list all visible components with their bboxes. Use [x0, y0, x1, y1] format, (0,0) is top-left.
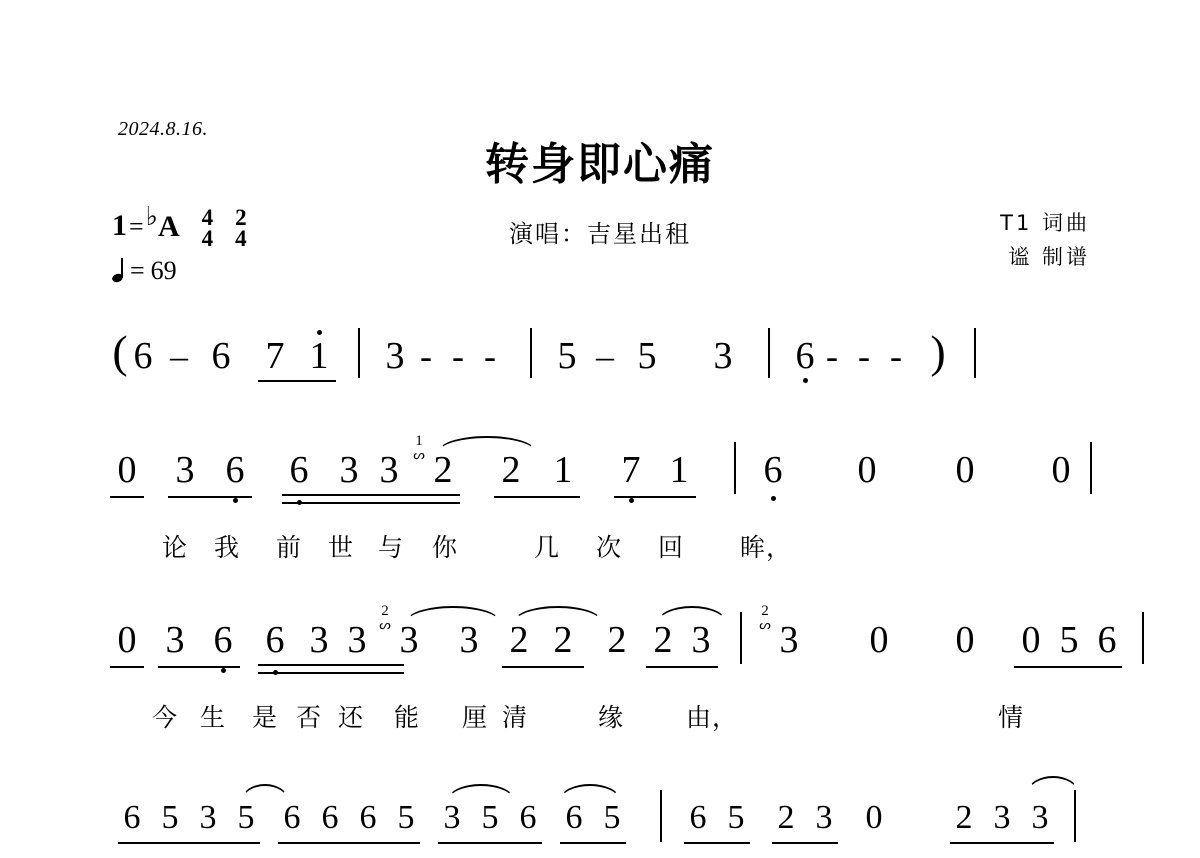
lyric-char: 生	[199, 703, 226, 732]
note: 0	[117, 449, 137, 491]
note: 3	[993, 799, 1011, 836]
note: 5	[603, 799, 621, 836]
note: 3	[443, 799, 461, 836]
beam	[614, 496, 696, 498]
credits	[1000, 206, 1090, 274]
barline	[734, 442, 736, 494]
beam	[110, 666, 144, 668]
octave-dot-low	[771, 496, 776, 501]
note: 3	[385, 335, 405, 377]
hold-dash: -	[420, 336, 432, 376]
hold-dash: -	[890, 336, 902, 376]
beam	[258, 672, 404, 674]
note: 2	[501, 449, 521, 491]
lyric-char: 能	[393, 703, 420, 732]
credit-composer: T1 词曲	[1000, 211, 1090, 235]
beam	[158, 666, 240, 668]
octave-dot-low	[233, 498, 238, 503]
lyric-char: 眸，	[740, 533, 793, 562]
lyric-char: 论	[161, 533, 188, 562]
note: 6	[359, 799, 377, 836]
flat-icon: ♭	[145, 202, 158, 231]
singer-label: 演唱：吉星出租	[509, 220, 691, 248]
note: 2	[553, 619, 573, 661]
octave-dot-low	[803, 378, 808, 383]
hold-dash: –	[596, 336, 614, 376]
notes-line1	[108, 433, 1092, 496]
note: 3	[459, 619, 479, 661]
grace-note-marker: 2 ᔕ	[379, 603, 391, 632]
note: 5	[237, 799, 255, 836]
note: 6	[225, 449, 245, 491]
note: 0	[117, 619, 137, 661]
lyric-char: 情	[997, 703, 1024, 732]
lyric-char: 与	[377, 533, 404, 562]
note: 1	[309, 335, 329, 377]
beam	[258, 380, 336, 382]
tempo-equals: =	[130, 256, 145, 285]
lyric-char: 几	[533, 533, 560, 562]
slur	[514, 606, 602, 622]
lyric-char: 缘	[597, 703, 624, 732]
barline	[530, 328, 532, 378]
beam	[110, 496, 144, 498]
note: 6	[283, 799, 301, 836]
quarter-note-icon	[112, 258, 126, 284]
triplet-marker: 2 ᔕ	[759, 603, 771, 632]
barline	[660, 790, 662, 842]
lyric-char: 今	[151, 703, 178, 732]
lyric-char: 回	[657, 533, 684, 562]
time-signature-2-denominator: 4	[235, 226, 247, 251]
note: 1	[553, 449, 573, 491]
close-paren: )	[930, 326, 946, 377]
beam	[502, 666, 584, 668]
system-line1	[0, 433, 1200, 562]
note: 6	[1097, 619, 1117, 661]
note: 6	[689, 799, 707, 836]
note: 7	[265, 335, 285, 377]
barline	[974, 328, 976, 378]
lyric-char: 厘	[461, 703, 488, 732]
beam	[494, 496, 580, 498]
note: 5	[637, 335, 657, 377]
slur	[560, 784, 620, 800]
beam	[772, 842, 838, 844]
lyric-char: 前	[275, 533, 302, 562]
note: 1	[669, 449, 689, 491]
page-title: 转身即心痛	[485, 139, 715, 190]
barline	[768, 328, 770, 378]
system-line3	[0, 788, 1200, 858]
lyric-char: 世	[327, 533, 354, 562]
barline	[358, 328, 360, 378]
notes-line2	[108, 603, 1117, 666]
note: 2	[955, 799, 973, 836]
barline	[1142, 612, 1144, 664]
note: 6	[795, 335, 815, 377]
notes-intro	[108, 326, 1092, 382]
beam	[278, 842, 420, 844]
time-signature-1-denominator: 4	[201, 226, 214, 251]
beam	[118, 842, 260, 844]
note: 5	[161, 799, 179, 836]
slur	[658, 606, 726, 622]
notes-line3	[108, 788, 1092, 844]
barline	[740, 612, 742, 664]
lyric-char: 还	[337, 703, 364, 732]
tempo-marking	[112, 256, 247, 286]
note: 3	[379, 449, 399, 491]
hold-dash: -	[826, 336, 838, 376]
grace-note-marker: 1 ᔕ	[413, 433, 425, 462]
lyric-char: 我	[213, 533, 240, 562]
note: 6	[265, 619, 285, 661]
tempo-value: 69	[150, 256, 177, 285]
note: 0	[857, 449, 877, 491]
note: 6	[763, 449, 783, 491]
note: 0	[955, 619, 975, 661]
note: 2	[607, 619, 627, 661]
note: 3	[779, 619, 799, 661]
beam	[258, 664, 404, 666]
hold-dash: -	[858, 336, 870, 376]
lyric-char: 是	[251, 703, 278, 732]
barline	[1074, 790, 1076, 842]
note: 2	[433, 449, 453, 491]
beam	[684, 842, 750, 844]
slur	[406, 606, 500, 622]
note: 3	[339, 449, 359, 491]
note: 0	[869, 619, 889, 661]
note: 5	[1059, 619, 1079, 661]
note: 7	[621, 449, 641, 491]
note: 3	[815, 799, 833, 836]
note: 5	[481, 799, 499, 836]
note: 3	[309, 619, 329, 661]
key-signature-block	[112, 202, 247, 286]
note: 6	[289, 449, 309, 491]
beam	[646, 666, 718, 668]
lyric-char: 清	[501, 703, 528, 732]
beam	[282, 494, 460, 496]
note: 5	[557, 335, 577, 377]
beam	[1014, 666, 1122, 668]
beam	[282, 502, 460, 504]
note: 3	[713, 335, 733, 377]
note: 0	[865, 799, 883, 836]
beam	[438, 842, 542, 844]
note: 2	[509, 619, 529, 661]
hold-dash: -	[484, 336, 496, 376]
note: 3	[1031, 799, 1049, 836]
date-label: 2024.8.16.	[118, 118, 208, 140]
hold-dash: -	[452, 336, 464, 376]
octave-dot-high	[317, 330, 322, 335]
lyric-char: 由，	[686, 703, 739, 732]
note: 5	[727, 799, 745, 836]
time-signature-1-numerator: 4	[201, 205, 214, 230]
note: 3	[199, 799, 217, 836]
do-symbol: 1	[112, 209, 127, 242]
note: 6	[133, 335, 153, 377]
barline	[1090, 442, 1092, 494]
lyric-char: 次	[595, 533, 622, 562]
open-paren: (	[112, 326, 128, 377]
time-signature-1	[202, 207, 214, 249]
octave-dot-low	[629, 498, 634, 503]
system-intro	[0, 326, 1200, 396]
slur	[448, 784, 514, 800]
system-line2	[0, 603, 1200, 732]
key-letter: A	[157, 210, 180, 243]
slur	[1028, 776, 1078, 792]
note: 2	[653, 619, 673, 661]
note: 6	[123, 799, 141, 836]
beam	[560, 842, 626, 844]
credit-arranger: 谧 制谱	[1008, 245, 1090, 269]
note: 3	[165, 619, 185, 661]
hold-dash: –	[170, 336, 188, 376]
note: 6	[211, 335, 231, 377]
note: 0	[955, 449, 975, 491]
beam	[950, 842, 1054, 844]
key-equals: =	[129, 212, 144, 241]
lyric-char: 你	[431, 533, 458, 562]
octave-dot-low	[221, 668, 226, 673]
note: 3	[347, 619, 367, 661]
note: 6	[519, 799, 537, 836]
beam	[168, 496, 252, 498]
lyric-char: 否	[295, 703, 322, 732]
time-signature-2	[235, 207, 247, 249]
note: 0	[1051, 449, 1071, 491]
note: 2	[777, 799, 795, 836]
note: 6	[213, 619, 233, 661]
note: 0	[1021, 619, 1041, 661]
note: 5	[397, 799, 415, 836]
note: 3	[175, 449, 195, 491]
note: 3	[399, 619, 419, 661]
time-signature-2-numerator: 2	[235, 205, 247, 230]
note: 6	[565, 799, 583, 836]
note: 6	[321, 799, 339, 836]
note: 3	[691, 619, 711, 661]
